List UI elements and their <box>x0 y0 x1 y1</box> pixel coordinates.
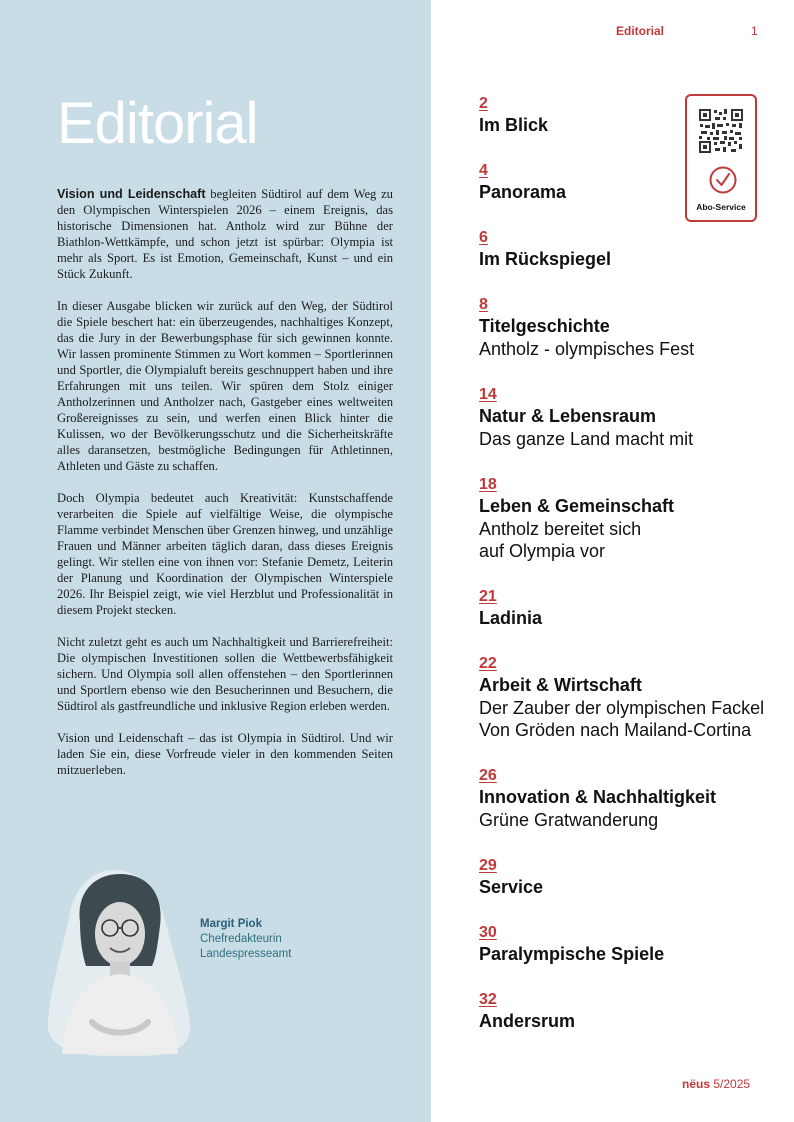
toc-page-number[interactable]: 30 <box>479 924 497 941</box>
toc-entry[interactable] <box>479 766 716 831</box>
toc-section-title: Andersrum <box>479 1011 576 1031</box>
toc-entry[interactable] <box>479 228 611 271</box>
toc-section-title: Im Rückspiegel <box>479 249 612 269</box>
abo-service-box[interactable] <box>685 94 757 222</box>
checkmark-circle-icon <box>709 166 737 194</box>
toc-page-number[interactable]: 14 <box>479 386 497 403</box>
running-head-section: Editorial <box>616 24 665 38</box>
page-title: Editorial <box>57 91 258 156</box>
toc-entry[interactable] <box>479 94 548 137</box>
toc-page-number[interactable]: 26 <box>479 767 497 784</box>
editorial-paragraph: Doch Olympia bedeutet auch Kreativität: Kunstschaffende verarbeiten die Spiele auf vielfältige Weise, die olympische Flamme verbindet Menschen über Grenzen hinweg, und unzählige Frauen und Männer arbeiten täglich daran, dass dieses Ereignis gelingt. Wir stellen eine von ihnen vor: Stefanie Demetz, Leiterin der Planung und Koordination der Olympischen Winterspiele 2026. Ihr Beispiel zeigt, wie viel Herzblut und Professionalität in diesem Projekt stecken. <box>57 491 393 617</box>
page-footer <box>682 1077 750 1091</box>
running-head-page-number: 1 <box>751 24 758 38</box>
toc-page-number[interactable]: 18 <box>479 476 497 493</box>
toc-subtitle: Der Zauber der olympischen Fackel <box>479 698 765 718</box>
toc-entry[interactable] <box>479 856 543 899</box>
toc-subtitle: Das ganze Land macht mit <box>479 429 694 449</box>
editorial-text <box>57 186 393 794</box>
toc-page-number[interactable]: 6 <box>479 229 488 246</box>
abo-service-label: Abo-Service <box>696 202 746 212</box>
toc-page-number[interactable]: 2 <box>479 95 488 112</box>
toc-entry[interactable] <box>479 295 694 360</box>
toc-entry[interactable] <box>479 990 575 1033</box>
toc-section-title: Arbeit & Wirtschaft <box>479 675 642 695</box>
toc-entry[interactable] <box>479 385 693 450</box>
editorial-paragraph: Vision und Leidenschaft – das ist Olympia in Südtirol. Und wir laden Sie ein, diese Vorfreude vieler in den kommenden Seiten mitzuerleben. <box>57 731 393 777</box>
toc-section-title: Im Blick <box>479 115 549 135</box>
toc-section-title: Titelgeschichte <box>479 316 610 336</box>
lead-text: begleiten Südtirol auf dem Weg zu den Olympischen Winterspielen 2026 – einem Ereignis, das historische Dimensionen hat. Antholz wird zur Bühne der Biathlon-Wettkämpfe, und schon jetzt ist spürbar: Olympia ist mehr als Sport. Es ist Emotion, Gemeinschaft, Kunst – und ein Stück Zukunft. <box>57 187 393 281</box>
toc-subtitle: Antholz - olympisches Fest <box>479 339 695 359</box>
toc-entry[interactable] <box>479 587 542 630</box>
author-role: Chefredakteurin <box>200 933 282 945</box>
toc-section-title: Service <box>479 877 544 897</box>
toc-entry[interactable] <box>479 654 764 741</box>
toc-page-number[interactable]: 22 <box>479 655 497 672</box>
editorial-paragraph: In dieser Ausgabe blicken wir zurück auf den Weg, der Südtirol die Spiele beschert hat: ein überzeugendes, nachhaltiges Konzept, das die Jury in der Bewerbungsphase für sich gewinnen konnte. Wir lassen prominente Stimmen zu Wort kommen – Sportlerinnen und Sportler, die Olympialuft bereits geschnuppert haben und ihre Erfahrungen mit uns teilen. Wir spüren dem Stolz einiger Antholzerinnen und Antholzer nach, Gastgeber eines weltweiten Großereignisses zu sein, und werfen einen Blick hinter die Kulissen, wo der Bevölkerungsschutz und die Sicherheitskräfte alles daransetzen, bestmögliche Bedingungen für Athletinnen, Athleten und Gäste zu schaffen. <box>57 299 393 473</box>
toc-entry[interactable] <box>479 475 674 562</box>
author-org: Landespresseamt <box>200 948 292 960</box>
qr-code-icon[interactable] <box>698 108 744 154</box>
toc-section-title: Leben & Gemeinschaft <box>479 496 675 516</box>
toc-subtitle: Von Gröden nach Mailand-Cortina <box>479 720 752 740</box>
toc-page-number[interactable]: 29 <box>479 857 497 874</box>
toc-section-title: Natur & Lebensraum <box>479 406 657 426</box>
toc-section-title: Innovation & Nachhaltigkeit <box>479 787 717 807</box>
editorial-paragraph: Nicht zuletzt geht es auch um Nachhaltigkeit und Barrierefreiheit: Die olympischen Investitionen sollen die Wettbewerbsfähigkeit sichern. Und Olympia soll allen offenstehen – den Sportlerinnen und Sportlern ebenso wie den Besucherinnen und Besuchern, die Südtirol als gastfreundliche und inklusive Region erleben werden. <box>57 635 393 713</box>
toc-subtitle: Antholz bereitet sich <box>479 519 642 539</box>
lead-emphasis: Vision und Leidenschaft <box>57 187 206 201</box>
toc-section-title: Panorama <box>479 182 567 202</box>
toc-subtitle: Grüne Gratwanderung <box>479 810 659 830</box>
toc-page-number[interactable]: 21 <box>479 588 497 605</box>
author-byline <box>200 917 291 962</box>
toc-entry[interactable] <box>479 923 664 966</box>
toc-entry[interactable] <box>479 161 566 204</box>
toc-section-title: Ladinia <box>479 608 543 628</box>
toc-page-number[interactable]: 8 <box>479 296 488 313</box>
toc-page-number[interactable]: 32 <box>479 991 497 1008</box>
issue-number: 5/2025 <box>713 1077 751 1091</box>
toc-subtitle: auf Olympia vor <box>479 541 606 561</box>
toc-section-title: Paralympische Spiele <box>479 944 665 964</box>
author-photo <box>40 862 200 1058</box>
lead-paragraph <box>57 186 393 282</box>
magazine-brand: nëus <box>682 1077 711 1091</box>
author-name: Margit Piok <box>200 918 262 930</box>
toc-page-number[interactable]: 4 <box>479 162 488 179</box>
